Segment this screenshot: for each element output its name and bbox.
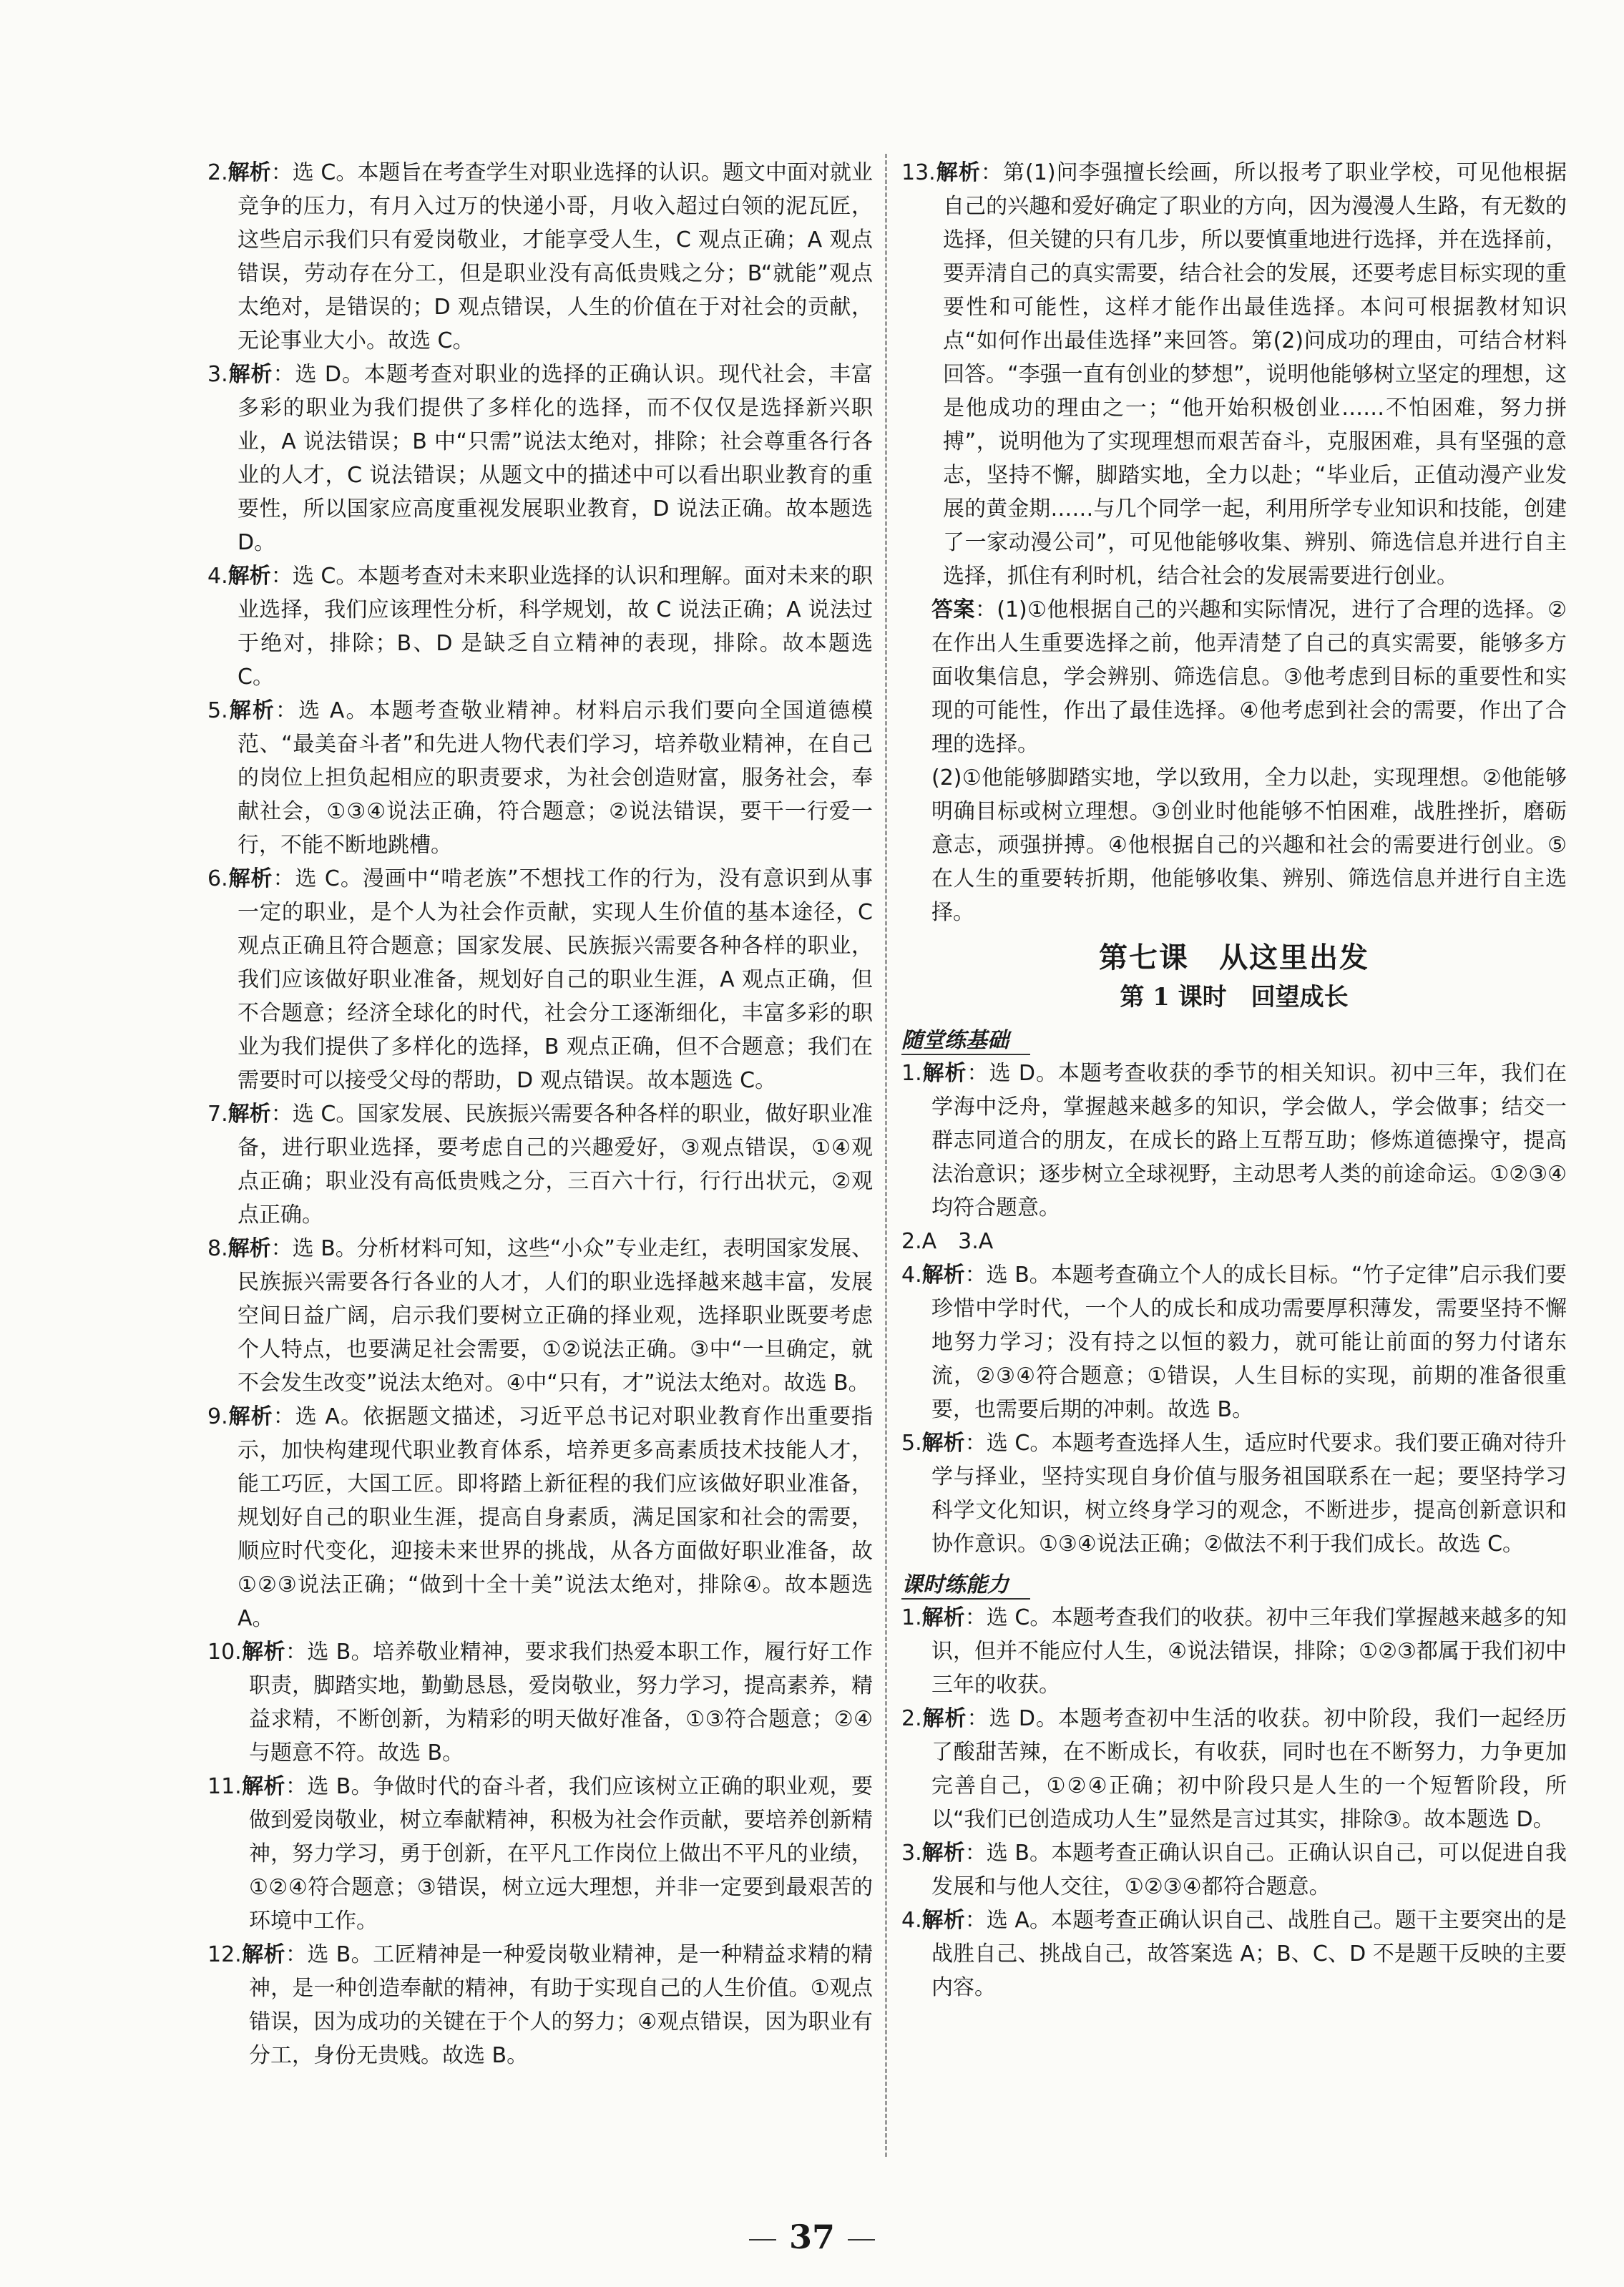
section-basic-heading: 随堂练基础 (901, 1022, 1030, 1055)
answer-text-2: (2)①他能够脚踏实地，学以致用，全力以赴，实现理想。②他能够明确目标或树立理想。③创业时他能够不怕困难，战胜挫折，磨砺意志，顽强拼搏。④他根据自己的兴趣和社会的需要进行创业。⑤在人生的重要转折期，他能够收集、辨别、筛选信息并进行自主选择。 (931, 765, 1567, 925)
page-number-left-rule (749, 2239, 776, 2241)
right-column (901, 156, 1567, 2004)
period-title: 第 1 课时 回望成长 (1120, 983, 1349, 1012)
answer-item: 4.解析：选 C。本题考查对未来职业选择的认识和理解。面对未来的职业选择，我们应该理性分析，科学规划，故 C 说法正确；A 说法过于绝对，排除；B、D 是缺乏自立精神的表现，排除。故本题选 C。 (207, 564, 874, 690)
answer-item: 3.解析：选 D。本题考查对职业的选择的正确认识。现代社会，丰富多彩的职业为我们提供了多样化的选择，而不仅仅是选择新兴职业，A 说法错误；B 中“只需”说法太绝对，排除；社会尊重各行各业的人才，C 说法错误；从题文中的描述中可以看出职业教育的重要性，所以国家应高度重视发展职业教育，D 说法正确。故本题选 D。 (207, 362, 873, 555)
answer-item: 5.解析：选 A。本题考查敬业精神。材料启示我们要向全国道德模范、“最美奋斗者”和先进人物代表们学习，培养敬业精神，在自己的岗位上担负起相应的职责要求，为社会创造财富，服务社会，奉献社会，①③④说法正确，符合题意；②说法错误，要干一行爱一行，不能不断地跳槽。 (207, 698, 873, 858)
answer-item: 6.解析：选 C。漫画中“啃老族”不想找工作的行为，没有意识到从事一定的职业，是个人为社会作贡献，实现人生价值的基本途径，C 观点正确且符合题意；国家发展、民族振兴需要各种各样的职业，我们应该做好职业准备，规划好自己的职业生涯，A 观点正确，但不合题意；经济全球化的时代，社会分工逐渐细化，丰富多彩的职业为我们提供了多样化的选择，B 观点正确，但不合题意；我们在需要时可以接受父母的帮助，D 观点错误。故本题选 C。 (207, 866, 873, 1093)
answer-text-1: 答案：(1)①他根据自己的兴趣和实际情况，进行了合理的选择。②在作出人生重要选择之前，他弄清楚了自己的真实需要，能够多方面收集信息，学会辨别、筛选信息。③他考虑到目标的重要性和实现的可能性，作出了最佳选择。④他考虑到社会的需要，作出了合理的选择。 (931, 597, 1567, 757)
answer-block (901, 593, 1567, 929)
answer-item: 3.解析：选 B。本题考查正确认识自己。正确认识自己，可以促进自我发展和与他人交往，①②③④都符合题意。 (901, 1841, 1567, 1899)
page-number-right-rule (848, 2239, 875, 2241)
answer-item: 4.解析：选 B。本题考查确立个人的成长目标。“竹子定律”启示我们要珍惜中学时代，一个人的成长和成功需要厚积薄发，需要坚持不懈地努力学习；没有持之以恒的毅力，就可能让前面的努力付诸东流，②③④符合题意；①错误，人生目标的实现，前期的准备很重要，也需要后期的冲刺。故选 B。 (901, 1263, 1567, 1422)
answer-item: 11.解析：选 B。争做时代的奋斗者，我们应该树立正确的职业观，要做到爱岗敬业，树立奉献精神，积极为社会作贡献，要培养创新精神，努力学习，勇于创新，在平凡工作岗位上做出不平凡的业绩，①②④符合题意；③错误，树立远大理想，并非一定要到最艰苦的环境中工作。 (207, 1774, 873, 1934)
page-number (0, 2218, 1624, 2256)
answer-item-13: 13.解析：第(1)问李强擅长绘画，所以报考了职业学校，可见他根据自己的兴趣和爱好确定了职业的方向，因为漫漫人生路，有无数的选择，但关键的只有几步，所以要慎重地进行选择，并在选择前，要弄清自己的真实需要，结合社会的发展，还要考虑目标实现的重要性和可能性，这样才能作出最佳选择。本问可根据教材知识点“如何作出最佳选择”来回答。第(2)问成功的理由，可结合材料回答。“李强一直有创业的梦想”，说明他能够树立坚定的理想，这是他成功的理由之一；“他开始积极创业……不怕困难，努力拼搏”，说明他为了实现理想而艰苦奋斗，克服困难，具有坚强的意志，坚持不懈，脚踏实地，全力以赴；“毕业后，正值动漫产业发展的黄金期……与几个同学一起，利用所学专业知识和技能，创建了一家动漫公司”，可见他能够收集、辨别、筛选信息并进行自主选择，抓住有利时机，结合社会的发展需要进行创业。 (901, 160, 1567, 589)
column-divider (885, 154, 887, 2157)
answer-item: 8.解析：选 B。分析材料可知，这些“小众”专业走红，表明国家发展、民族振兴需要各行各业的人才，人们的职业选择越来越丰富，发展空间日益广阔，启示我们要树立正确的择业观，选择职业既要考虑个人特点，也要满足社会需要，①②说法正确。③中“一旦确定，就不会发生改变”说法太绝对。④中“只有，才”说法太绝对。故选 B。 (207, 1236, 874, 1396)
lesson-title: 第七课 从这里出发 (1099, 941, 1369, 974)
answer-item: 12.解析：选 B。工匠精神是一种爱岗敬业精神，是一种精益求精的精神，是一种创造奉献的精神，有助于实现自己的人生价值。①观点错误，因为成功的关键在于个人的努力；④观点错误，因为职业有分工，身份无贵贱。故选 B。 (207, 1942, 873, 2068)
answer-item: 1.解析：选 D。本题考查收获的季节的相关知识。初中三年，我们在学海中泛舟，掌握越来越多的知识，学会做人，学会做事；结交一群志同道合的朋友，在成长的路上互帮互助；修炼道德操守，提高法治意识；逐步树立全球视野，主动思考人类的前途命运。①②③④均符合题意。 (901, 1061, 1567, 1220)
section-ability-heading: 课时练能力 (901, 1567, 1030, 1600)
answer-item: 1.解析：选 C。本题考查我们的收获。初中三年我们掌握越来越多的知识，但并不能应付人生，④说法错误，排除；①②③都属于我们初中三年的收获。 (901, 1605, 1567, 1698)
page-number-text: 37 (788, 2218, 835, 2256)
answer-item: 5.解析：选 C。本题考查选择人生，适应时代要求。我们要正确对待升学与择业，坚持实现自身价值与服务祖国联系在一起；要坚持学习科学文化知识，树立终身学习的观念，不断进步，提高创新意识和协作意识。①③④说法正确；②做法不利于我们成长。故选 C。 (901, 1431, 1567, 1557)
answer-item: 2.解析：选 C。本题旨在考查学生对职业选择的认识。题文中面对就业竞争的压力，有月入过万的快递小哥，月收入超过白领的泥瓦匠，这些启示我们只有爱岗敬业，才能享受人生，C 观点正确；A 观点错误，劳动存在分工，但是职业没有高低贵贱之分；B“就能”观点太绝对，是错误的；D 观点错误，人生的价值在于对社会的贡献，无论事业大小。故选 C。 (207, 160, 874, 353)
answer-item: 9.解析：选 A。依据题文描述，习近平总书记对职业教育作出重要指示，加快构建现代职业教育体系，培养更多高素质技术技能人才，能工巧匠，大国工匠。即将踏上新征程的我们应该做好职业准备，规划好自己的职业生涯，提高自身素质，满足国家和社会的需要，顺应时代变化，迎接未来世界的挑战，从各方面做好职业准备，故①②③说法正确；“做到十全十美”说法太绝对，排除④。故本题选 A。 (207, 1404, 874, 1631)
answer-item: 2.解析：选 D。本题考查初中生活的收获。初中阶段，我们一起经历了酸甜苦辣，在不断成长，有收获，同时也在不断努力，力争更加完善自己，①②④正确；初中阶段只是人生的一个短暂阶段，所以“我们已创造成功人生”显然是言过其实，排除③。故本题选 D。 (901, 1706, 1567, 1832)
answer-item: 7.解析：选 C。国家发展、民族振兴需要各种各样的职业，做好职业准备，进行职业选择，要考虑自己的兴趣爱好，③观点错误，①④观点正确；职业没有高低贵贱之分，三百六十行，行行出状元，②观点正确。 (207, 1102, 874, 1228)
answer-item: 10.解析：选 B。培养敬业精神，要求我们热爱本职工作，履行好工作职责，脚踏实地，勤勤恳恳，爱岗敬业，努力学习，提高素养，精益求精，不断创新，为精彩的明天做好准备，①③符合题意；②④与题意不符。故选 B。 (207, 1640, 873, 1766)
answer-item: 4.解析：选 A。本题考查正确认识自己、战胜自己。题干主要突出的是战胜自己、挑战自己，故答案选 A；B、C、D 不是题干反映的主要内容。 (901, 1908, 1567, 2000)
answer-item: 2.A 3.A (901, 1229, 994, 1254)
left-column (207, 156, 873, 2072)
